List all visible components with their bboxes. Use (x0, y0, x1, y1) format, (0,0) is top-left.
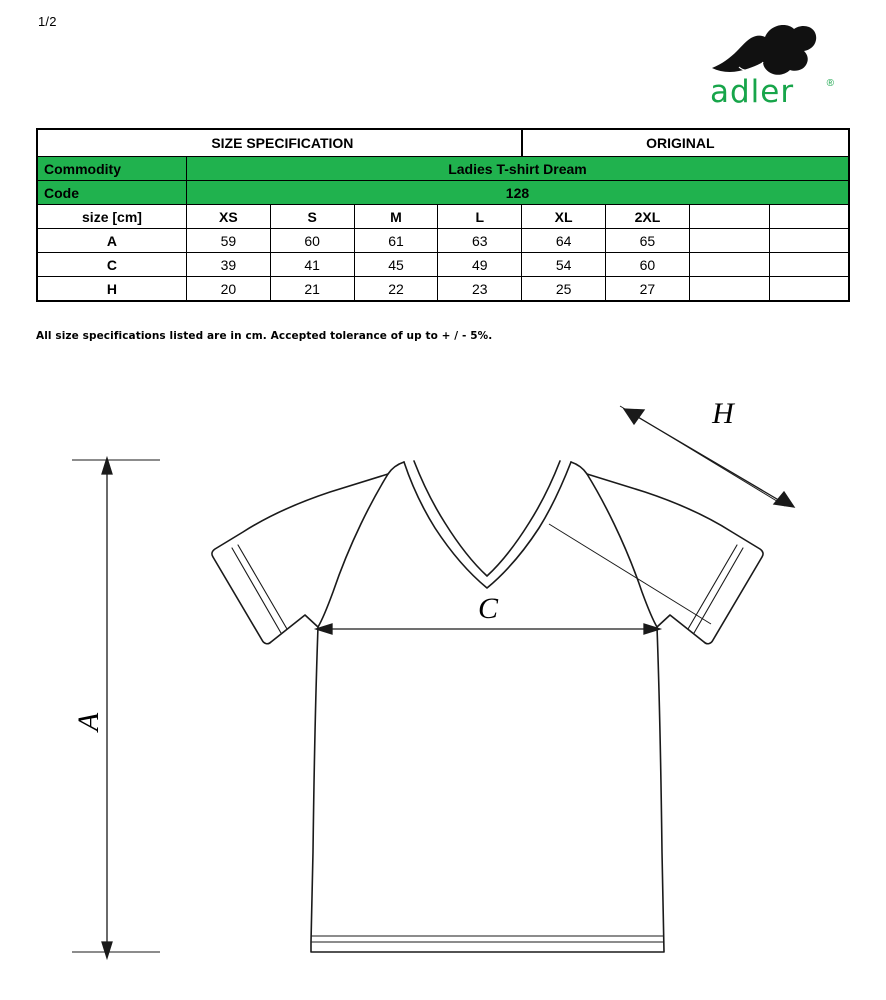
size-col-m: M (354, 205, 438, 229)
cell-a-xs: 59 (186, 229, 270, 253)
eagle-logo-icon (704, 22, 824, 78)
garment-technical-drawing (0, 352, 886, 1000)
cell-h-extra-1 (689, 277, 769, 302)
cell-h-extra-2 (769, 277, 849, 302)
cell-c-m: 45 (354, 253, 438, 277)
dimension-label-c: C (477, 592, 499, 625)
code-row (37, 181, 849, 205)
table-original-label: ORIGINAL (522, 129, 849, 157)
cell-h-m: 22 (354, 277, 438, 302)
table-title: SIZE SPECIFICATION (37, 129, 522, 157)
cell-a-m: 61 (354, 229, 438, 253)
cell-a-s: 60 (270, 229, 354, 253)
size-specification-table (36, 128, 850, 302)
code-value: 128 (186, 181, 849, 205)
size-header-row (37, 205, 849, 229)
commodity-value: Ladies T-shirt Dream (186, 157, 849, 181)
cell-c-extra-1 (689, 253, 769, 277)
size-col-l: L (438, 205, 522, 229)
cell-h-xs: 20 (186, 277, 270, 302)
cell-a-extra-2 (769, 229, 849, 253)
size-col-extra-2 (769, 205, 849, 229)
cell-h-xl: 25 (522, 277, 606, 302)
cell-c-s: 41 (270, 253, 354, 277)
cell-a-2xl: 65 (606, 229, 690, 253)
commodity-row (37, 157, 849, 181)
table-row (37, 253, 849, 277)
size-col-s: S (270, 205, 354, 229)
cell-c-extra-2 (769, 253, 849, 277)
cell-a-extra-1 (689, 229, 769, 253)
brand-name: adler (710, 74, 795, 110)
cell-c-xs: 39 (186, 253, 270, 277)
page-number: 1/2 (38, 14, 57, 29)
registered-mark: ® (826, 78, 834, 89)
cell-a-xl: 64 (522, 229, 606, 253)
tolerance-note: All size specifications listed are in cm. Accepted tolerance of up to + / - 5%. (36, 330, 493, 342)
size-col-xs: XS (186, 205, 270, 229)
code-label: Code (37, 181, 186, 205)
dimension-label-a: A (72, 712, 105, 732)
commodity-label: Commodity (37, 157, 186, 181)
size-col-2xl: 2XL (606, 205, 690, 229)
cell-c-l: 49 (438, 253, 522, 277)
size-col-xl: XL (522, 205, 606, 229)
table-title-row (37, 129, 849, 157)
cell-h-l: 23 (438, 277, 522, 302)
table-row (37, 229, 849, 253)
size-col-extra-1 (689, 205, 769, 229)
cell-h-2xl: 27 (606, 277, 690, 302)
measure-label-h: H (37, 277, 186, 302)
cell-a-l: 63 (438, 229, 522, 253)
cell-c-xl: 54 (522, 253, 606, 277)
measure-label-a: A (37, 229, 186, 253)
cell-h-s: 21 (270, 277, 354, 302)
brand-logo (704, 22, 834, 112)
measure-label-c: C (37, 253, 186, 277)
size-unit-label: size [cm] (37, 205, 186, 229)
table-row (37, 277, 849, 302)
dimension-label-h: H (712, 397, 734, 430)
cell-c-2xl: 60 (606, 253, 690, 277)
